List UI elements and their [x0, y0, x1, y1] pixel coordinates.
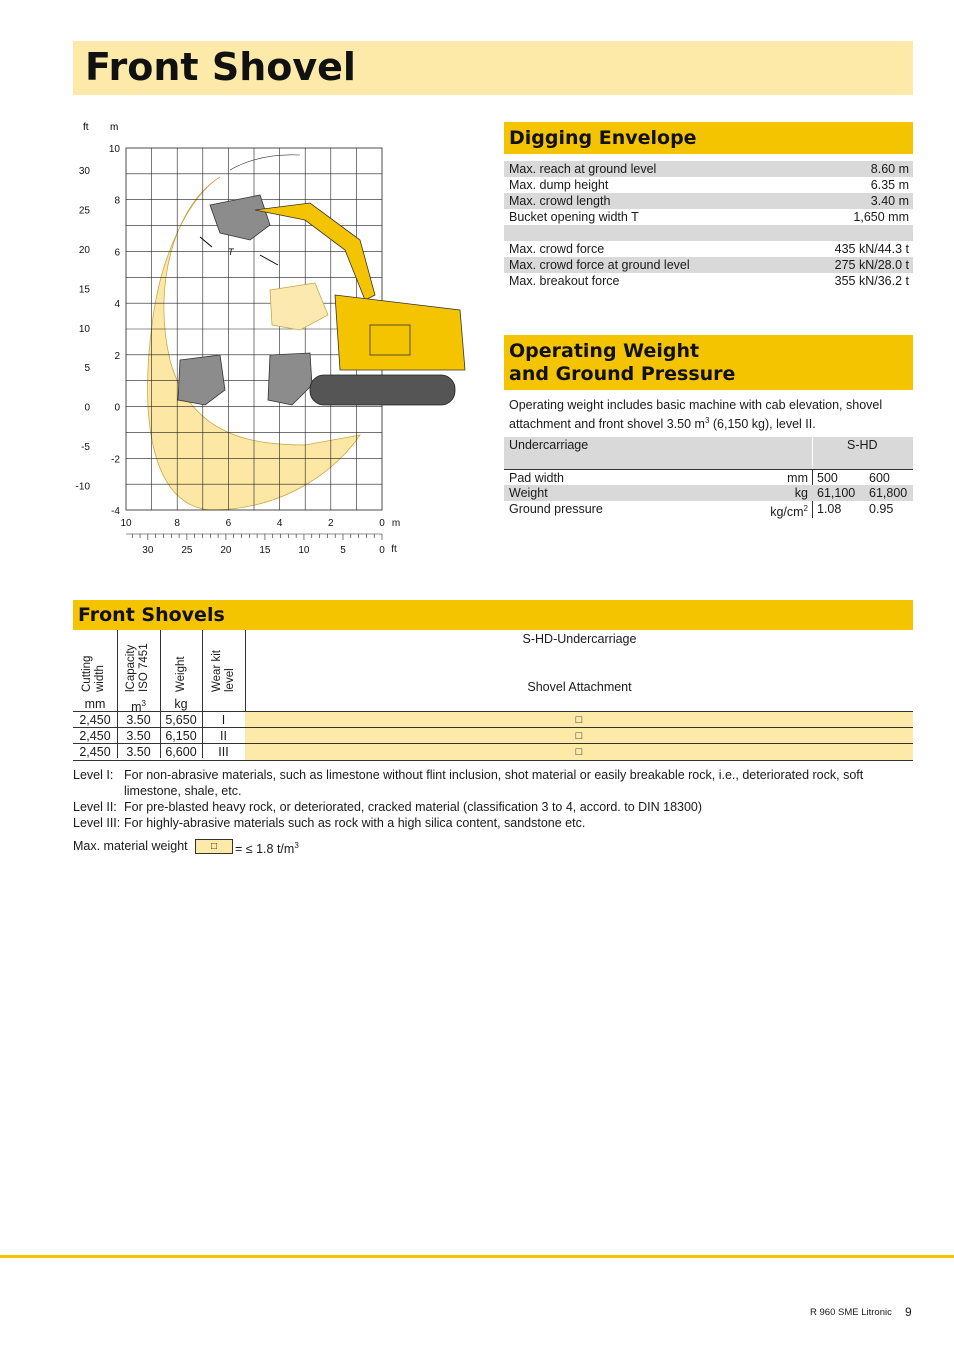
material-mark: □	[245, 712, 913, 728]
ow-row: Ground pressure $kg/cm^2$ 1.08 0.95	[509, 502, 894, 520]
ft-tick-label-y: 15	[78, 284, 90, 296]
ft-tick-label-x: 20	[220, 545, 232, 556]
legend-value: = ≤ 1.8 $t/m^3$	[235, 841, 299, 857]
ow-row: Pad width mm 500 600	[504, 469, 913, 486]
table-row: 2,450 3.50 6,150 II □	[73, 727, 913, 744]
spec-row: Max. dump height 6.35 m	[509, 178, 909, 192]
table-row: 2,450 3.50 5,650 I □	[73, 711, 913, 728]
col-header-capacity: lCapacity ISO 7451	[125, 643, 150, 692]
spec-row: Max. crowd force 435 kN/44.3 t	[509, 242, 909, 256]
legend-swatch: □	[195, 839, 233, 854]
footer-model: R 960 SME Litronic	[810, 1307, 892, 1318]
bucket-ghost	[270, 283, 328, 330]
footer-rule	[0, 1255, 954, 1258]
operating-weight-header	[504, 335, 913, 390]
spec-row: Max. crowd length 3.40 m	[504, 193, 913, 209]
ft-tick-label-x: 25	[181, 545, 193, 556]
ft-tick-label-y: 0	[84, 402, 90, 414]
col-header-cutting-width: Cutting width	[81, 655, 106, 692]
ft-tick-label-y: 5	[84, 363, 90, 375]
m-tick-label-y: -4	[111, 506, 120, 517]
col-header-weight: Weight	[175, 656, 187, 692]
footer-page-number: 9	[905, 1305, 912, 1319]
swing-arc	[230, 155, 300, 170]
ft-tick-label-y: 30	[78, 166, 90, 178]
ft-unit-label-x: ft	[391, 544, 397, 555]
unit-kg: kg	[174, 697, 188, 711]
ft-tick-label-x: 30	[142, 545, 154, 556]
digging-envelope-diagram	[60, 115, 480, 565]
m-tick-label-y: 2	[114, 350, 120, 362]
ft-tick-label-x: 10	[298, 545, 310, 556]
material-mark: □	[245, 728, 913, 744]
ft-tick-label-y: -5	[81, 441, 90, 453]
m-tick-label-y: 4	[114, 299, 120, 311]
m-tick-label-x: 10	[120, 518, 132, 529]
front-shovels-header	[73, 600, 913, 630]
operating-weight-title-2: and Ground Pressure	[509, 363, 736, 385]
page-title: Front Shovel	[85, 45, 356, 89]
ft-tick-label-y: -10	[75, 481, 90, 493]
m-tick-label-x: 6	[225, 518, 232, 529]
ft-tick-label-y: 25	[78, 205, 90, 217]
tracks	[310, 375, 455, 405]
operating-weight-title-1: Operating Weight	[509, 340, 700, 362]
m-tick-label-x: 2	[328, 518, 334, 529]
unit-mm: mm	[84, 697, 106, 711]
spec-row: Max. crowd force at ground level 275 kN/28.0 t	[504, 257, 913, 273]
ow-row: Weight kg 61,100 61,800	[504, 485, 913, 501]
ft-axis-label: ft	[83, 122, 89, 133]
m-tick-label-x: 8	[174, 518, 180, 529]
table-row: 2,450 3.50 6,600 III □	[73, 743, 913, 761]
m-tick-label-x: 0	[379, 518, 385, 529]
digging-envelope-header	[504, 122, 913, 154]
level-descriptions: Level I: For non-abrasive materials, such as limestone without flint inclusion, shot material or easily breakable rock, i.e., deteriorated rock, soft limestone, shale, etc. Level II: For pre-blasted heavy rock, or deteriorated, cracked material (classification 3 to 4, accord. to DIN 18300) Level III: For highly-abrasive materials such as rock with a high silica content, sandstone etc.	[73, 768, 864, 830]
t-arrow-right	[260, 255, 278, 265]
m-axis-label: m	[110, 122, 119, 133]
legend-label: Max. material weight	[73, 839, 188, 853]
spec-row: Max. reach at ground level 8.60 m	[504, 161, 913, 177]
undercarriage-col-header: S-HD-Undercarriage	[522, 632, 637, 646]
t-arrow-left	[200, 237, 212, 247]
m-tick-label-y: 0	[114, 402, 120, 414]
ft-tick-label-x: 0	[379, 545, 385, 556]
m-unit-label-x: m	[391, 518, 401, 529]
m-tick-label-x: 4	[276, 518, 283, 529]
spec-row: Max. breakout force 355 kN/36.2 t	[509, 274, 909, 288]
undercarriage-header: Undercarriage S-HD	[504, 437, 913, 469]
m-tick-label-y: 6	[114, 247, 120, 259]
m-tick-label-y: 10	[108, 144, 120, 155]
machine	[255, 203, 465, 370]
ft-tick-label-x: 5	[340, 545, 346, 556]
front-shovels-title: Front Shovels	[78, 604, 225, 626]
m-tick-label-y: -2	[111, 454, 120, 466]
spec-row-spacer	[504, 225, 913, 241]
t-label: T	[228, 247, 234, 257]
digging-envelope-title: Digging Envelope	[509, 127, 697, 149]
title-band	[73, 41, 913, 95]
ft-tick-label-y: 10	[78, 323, 90, 335]
col-header-wear-kit: Wear kit level	[211, 650, 236, 692]
m-tick-label-y: 8	[114, 195, 120, 207]
attachment-col-header: Shovel Attachment	[527, 680, 632, 694]
unit-m3: $m^3$	[131, 699, 146, 715]
ft-tick-label-y: 20	[78, 244, 90, 256]
spec-row: Bucket opening width T 1,650 mm	[509, 210, 909, 224]
operating-weight-description: Operating weight includes basic machine with cab elevation, shovel attachment and front shovel 3.50 $m^3$ (6,150 kg), level II.	[509, 398, 883, 432]
material-mark: □	[245, 744, 913, 760]
ft-tick-label-x: 15	[259, 545, 271, 556]
